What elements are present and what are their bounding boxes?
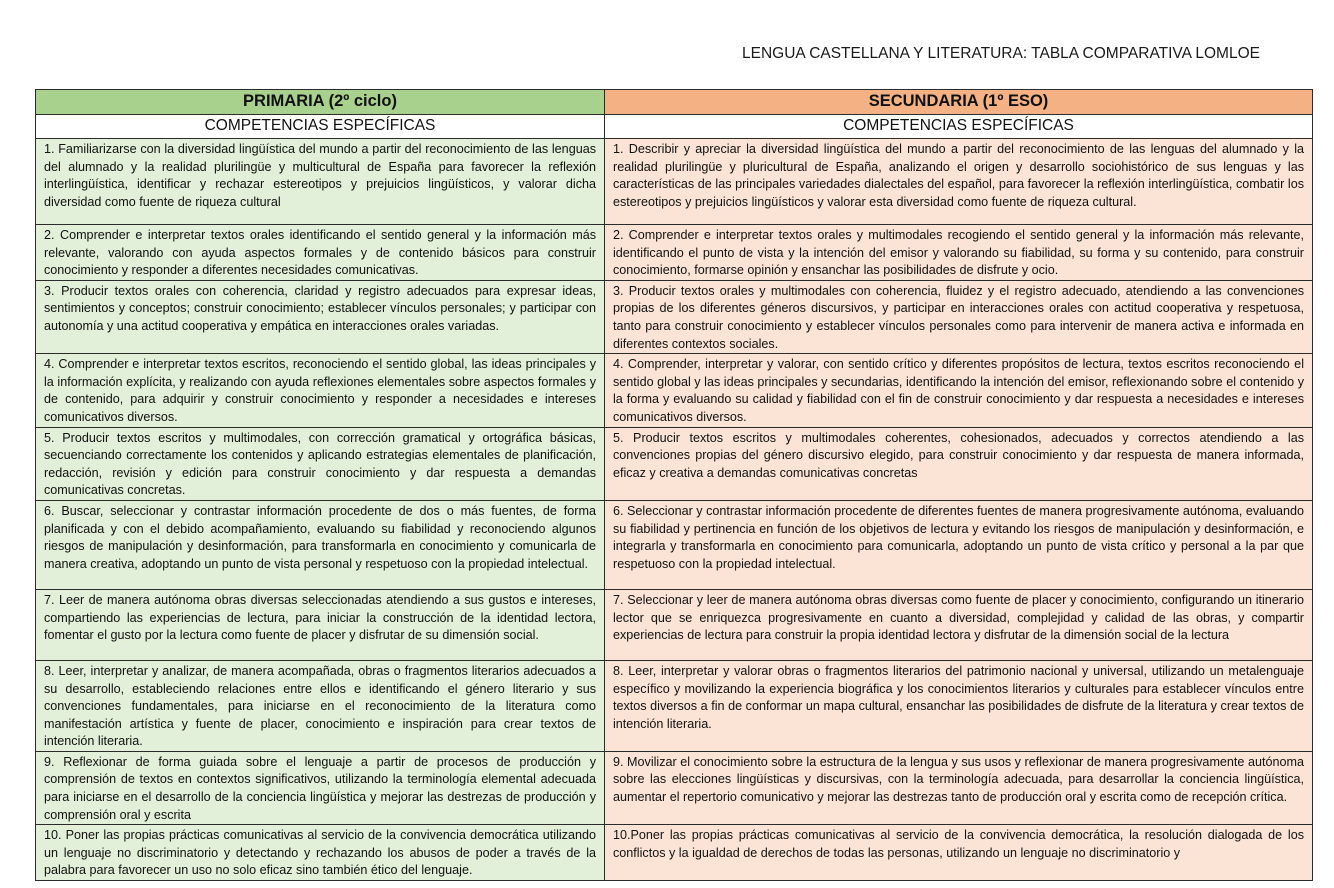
competence-text: 5. Producir textos escritos y multimodales, con corrección gramatical y ortográfica básicas, secuenciando correctamente los contenidos y aplicando estrategias elementales de planificación, redacción, revisión y edición para construir conocimiento y dar respuesta a demandas comunicativas concretas.	[44, 430, 596, 498]
primaria-competence-cell	[36, 751, 605, 824]
table-row	[36, 427, 1313, 500]
table-row	[36, 280, 1313, 353]
competence-text: 3. Producir textos orales y multimodales con coherencia, fluidez y el registro adecuado, atendiendo a las convenciones propias de los diferentes géneros discursivos, y participar en interacciones orales con actitud cooperativa y respetuosa, tanto para construir conocimiento y establecer vínculos personales como para intervenir de manera activa e informada en diferentes contextos sociales.	[613, 283, 1304, 351]
competence-text: 7. Leer de manera autónoma obras diversas seleccionadas atendiendo a sus gustos e intereses, compartiendo las experiencias de lectura, para iniciar la construcción de la identidad lectora, fomentar el gusto por la lectura como fuente de placer y disfrutar de su dimensión social.	[44, 592, 596, 643]
competence-text: 5. Producir textos escritos y multimodales coherentes, cohesionados, adecuados y correctos atendiendo a las convenciones propias del género discursivo elegido, para construir conocimiento y dar respuesta de manera informada, eficaz y creativa a demandas comunicativas concretas	[613, 430, 1304, 480]
competence-text: 6. Buscar, seleccionar y contrastar información procedente de dos o más fuentes, de forma planificada y con el debido acompañamiento, evaluando su fiabilidad y reconociendo algunos riesgos de manipulación y desinformación, para transformarla en conocimiento y comunicarla de manera creativa, adoptando un punto de vista personal y respetuoso con la propiedad intelectual.	[44, 503, 596, 571]
secundaria-competence-cell	[605, 500, 1313, 589]
secundaria-competence-cell	[605, 751, 1313, 824]
table-row	[36, 354, 1313, 427]
primaria-competence-cell	[36, 354, 605, 427]
secundaria-competence-cell	[605, 280, 1313, 353]
primaria-competence-cell	[36, 825, 605, 881]
subheader-row	[36, 115, 1313, 139]
primaria-competence-cell	[36, 280, 605, 353]
competence-text: 4. Comprender e interpretar textos escritos, reconociendo el sentido global, las ideas principales y la información explícita, y realizando con ayuda reflexiones elementales sobre aspectos formales y de contenido, para adquirir y construir conocimiento y responder a necesidades e intereses comunicativos diversos.	[44, 357, 596, 424]
table-row	[36, 751, 1313, 824]
competence-text: 4. Comprender, interpretar y valorar, con sentido crítico y diferentes propósitos de lectura, textos escritos reconociendo el sentido global y las ideas principales y secundarias, identificando la intención del emisor, reflexionando sobre el contenido y la forma y evaluando su calidad y fiabilidad con el fin de construir conocimiento y dar respuesta a necesidades e intereses comunicativos diversos.	[613, 357, 1304, 424]
primaria-subheader: COMPETENCIAS ESPECÍFICAS	[36, 115, 605, 139]
secundaria-competence-cell	[605, 354, 1313, 427]
secundaria-competence-cell	[605, 427, 1313, 500]
primaria-competence-cell	[36, 589, 605, 660]
competence-text: 3. Producir textos orales con coherencia, claridad y registro adecuados para expresar ideas, sentimientos y conceptos; construir conocimiento; establecer vínculos personales; y participar con autonomía y una actitud cooperativa y empática en interacciones orales variadas.	[44, 283, 596, 333]
competence-text: 1. Familiarizarse con la diversidad lingüística del mundo a partir del reconocimiento de las lenguas del alumnado y la realidad plurilingüe y multicultural de España para favorecer la reflexión interlingüística, identificar y rechazar estereotipos y prejuicios lingüísticos, y valorar dicha diversidad como fuente de riqueza cultural	[44, 142, 596, 209]
competence-text: 8. Leer, interpretar y valorar obras o fragmentos literarios del patrimonio nacional y universal, utilizando un metalenguaje específico y movilizando la experiencia biográfica y los conocimientos literarios y culturales para establecer vínculos entre textos diversos a fin de conformar un mapa cultural, ensanchar las posibilidades de disfrute de la literatura y crear textos de intención literaria.	[613, 663, 1304, 731]
table-row	[36, 225, 1313, 281]
level-header-row	[36, 90, 1313, 115]
competence-text: 1. Describir y apreciar la diversidad lingüística del mundo a partir del reconocimiento de las lenguas del alumnado y la realidad plurilingüe y pluricultural de España, analizando el origen y desarrollo sociohistórico de sus lenguas y las características de las principales variedades dialectales del español, para favorecer la reflexión interlingüística, combatir los estereotipos y prejuicios lingüísticos y valorar esta diversidad como fuente de riqueza cultural.	[613, 142, 1304, 209]
competence-text: 9. Movilizar el conocimiento sobre la estructura de la lengua y sus usos y reflexionar de manera progresivamente autónoma sobre las elecciones lingüísticas y discursivas, con la terminología adecuada, para desarrollar la conciencia lingüística, aumentar el repertorio comunicativo y mejorar las destrezas tanto de producción oral y escrita como de recepción crítica.	[613, 754, 1304, 805]
primaria-competence-cell	[36, 139, 605, 225]
secundaria-competence-cell	[605, 225, 1313, 281]
secundaria-level-header: SECUNDARIA (1º ESO)	[605, 90, 1313, 115]
competence-text: 8. Leer, interpretar y analizar, de manera acompañada, obras o fragmentos literarios adecuados a su desarrollo, estableciendo relaciones entre ellos e identificando el género literario y sus convenciones fundamentales, para iniciarse en el reconocimiento de la literatura como manifestación artística y fuente de placer, conocimiento e inspiración para crear textos de intención literaria.	[44, 663, 596, 749]
table-row	[36, 589, 1313, 660]
table-row	[36, 825, 1313, 881]
table-row	[36, 500, 1313, 589]
competence-text: 7. Seleccionar y leer de manera autónoma obras diversas como fuente de placer y conocimiento, configurando un itinerario lector que se enriquezca progresivamente en cuanto a diversidad, complejidad y calidad de las obras, y compartir experiencias de lectura para construir la propia identidad lectora y disfrutar de la dimensión social de la lectura	[613, 592, 1304, 643]
primaria-competence-cell	[36, 427, 605, 500]
primaria-competence-cell	[36, 225, 605, 281]
comparison-table	[35, 89, 1313, 881]
secundaria-competence-cell	[605, 139, 1313, 225]
secundaria-competence-cell	[605, 589, 1313, 660]
competence-text: 9. Reflexionar de forma guiada sobre el lenguaje a partir de procesos de producción y comprensión de textos en contextos significativos, utilizando la terminología elemental adecuada para iniciarse en el desarrollo de la conciencia lingüística y mejorar las destrezas de producción y comprensión oral y escrita	[44, 754, 596, 822]
secundaria-subheader: COMPETENCIAS ESPECÍFICAS	[605, 115, 1313, 139]
competence-text: 2. Comprender e interpretar textos orales identificando el sentido general y la información más relevante, valorando con ayuda aspectos formales y de contenido básicos para construir conocimiento y responder a diferentes necesidades comunicativas.	[44, 228, 596, 278]
document-title: LENGUA CASTELLANA Y LITERATURA: TABLA COMPARATIVA LOMLOE	[742, 45, 1260, 62]
table-row	[36, 660, 1313, 751]
competence-text: 2. Comprender e interpretar textos orales y multimodales recogiendo el sentido general y la información más relevante, identificando el punto de vista y la intención del emisor y valorando su fiabilidad, su forma y su contenido, para construir conocimiento, formarse opinión y ensanchar las posibilidades de disfrute y ocio.	[613, 228, 1304, 278]
competence-text: 10.Poner las propias prácticas comunicativas al servicio de la convivencia democrática, la resolución dialogada de los conflictos y la igualdad de derechos de todas las personas, utilizando un lenguaje no discriminatorio y	[613, 828, 1304, 860]
competence-text: 10. Poner las propias prácticas comunicativas al servicio de la convivencia democrática utilizando un lenguaje no discriminatorio y detectando y rechazando los abusos de poder a través de la palabra para favorecer un uso no solo eficaz sino también ético del lenguaje.	[44, 828, 596, 878]
competence-text: 6. Seleccionar y contrastar información procedente de diferentes fuentes de manera progresivamente autónoma, evaluando su fiabilidad y pertinencia en función de los objetivos de lectura y evitando los riesgos de manipulación y desinformación, e integrarla y transformarla en conocimiento para comunicarla, adoptando un punto de vista crítico y personal a la par que respetuoso con la propiedad intelectual.	[613, 503, 1304, 571]
primaria-competence-cell	[36, 660, 605, 751]
primaria-competence-cell	[36, 500, 605, 589]
primaria-level-header: PRIMARIA (2º ciclo)	[36, 90, 605, 115]
table-row	[36, 139, 1313, 225]
secundaria-competence-cell	[605, 660, 1313, 751]
secundaria-competence-cell	[605, 825, 1313, 881]
